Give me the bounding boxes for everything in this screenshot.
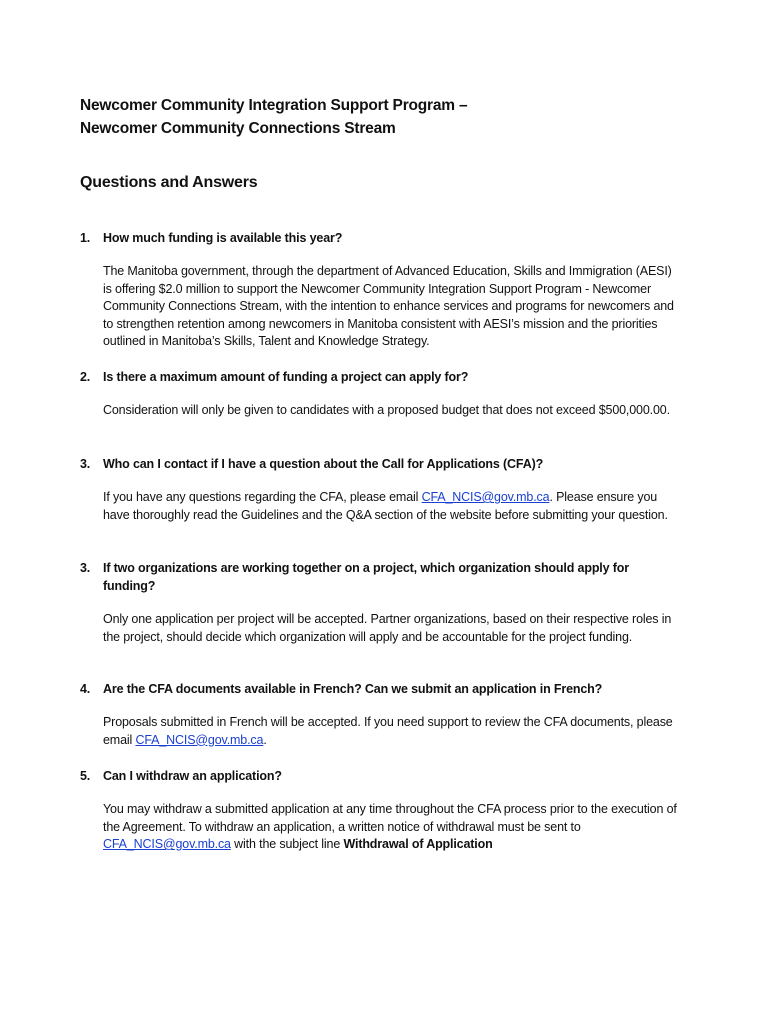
answer-text: with the subject line xyxy=(230,837,344,852)
question-number: 3. xyxy=(80,561,91,575)
answer-text: If you have any questions regarding the CFA, please email xyxy=(103,490,422,504)
answer-3 xyxy=(103,489,680,524)
question-number: 2. xyxy=(80,370,91,384)
question-number: 1. xyxy=(80,231,91,245)
subject-line-text: Withdrawal of Application xyxy=(343,837,493,852)
answer-text: Proposals submitted in French will be accepted. If you need support to review the CFA documents, please email xyxy=(103,715,673,747)
question-number: 5. xyxy=(80,769,91,783)
document-title-line-1: Newcomer Community Integration Support Program – xyxy=(80,97,468,114)
question-3 xyxy=(80,455,680,473)
email-link[interactable]: CFA_NCIS@gov.mb.ca xyxy=(421,490,550,504)
qa-item-2 xyxy=(80,368,680,420)
question-4 xyxy=(80,559,680,595)
answer-4: Only one application per project will be accepted. Partner organizations, based on their respective roles in the project, should decide which organization will apply and be accountable for the project funding. xyxy=(103,612,672,644)
answer-text: . xyxy=(263,732,267,747)
question-number: 3. xyxy=(80,457,91,471)
qa-item-5 xyxy=(80,680,680,749)
qa-item-6 xyxy=(80,767,680,854)
answer-1: The Manitoba government, through the department of Advanced Education, Skills and Immigration (AESI) is offering $2.0 million to support the Newcomer Community Integration Support Program - Newcomer Community Connections Stream, with the intention to enhance services and programs for newcomers and to strengthen retention among newcomers in Manitoba consistent with AESI’s mission and the priorities outlined in Manitoba’s Skills, Talent and Knowledge Strategy. xyxy=(103,264,674,349)
question-6 xyxy=(80,767,680,785)
question-text: Can I withdraw an application? xyxy=(103,769,282,783)
qa-item-4 xyxy=(80,559,680,646)
question-text: Is there a maximum amount of funding a project can apply for? xyxy=(103,370,469,384)
question-5 xyxy=(80,680,680,698)
document-title xyxy=(80,94,700,140)
question-1 xyxy=(80,229,680,247)
answer-text: You may withdraw a submitted application at any time throughout the CFA process prior to the execution of the Agreement. To withdraw an application, a written notice of withdrawal must be sent to xyxy=(103,802,677,834)
qa-item-1 xyxy=(80,229,680,351)
question-text: If two organizations are working together on a project, which organization should apply for funding? xyxy=(103,561,629,593)
answer-text: . Please ensure you have thoroughly read the Guidelines and the Q&A section of the website before submitting your question. xyxy=(103,490,668,522)
document-title-line-2: Newcomer Community Connections Stream xyxy=(80,120,396,137)
qa-item-3 xyxy=(80,455,680,524)
question-text: Who can I contact if I have a question about the Call for Applications (CFA)? xyxy=(103,457,544,471)
question-text: How much funding is available this year? xyxy=(103,231,343,245)
email-link[interactable]: CFA_NCIS@gov.mb.ca xyxy=(135,732,264,747)
question-2 xyxy=(80,368,680,386)
question-text: Are the CFA documents available in French? Can we submit an application in French? xyxy=(103,682,603,696)
section-heading: Questions and Answers xyxy=(80,174,258,191)
question-number: 4. xyxy=(80,682,91,696)
answer-2: Consideration will only be given to candidates with a proposed budget that does not exceed $500,000.00. xyxy=(103,403,670,417)
answer-6 xyxy=(103,801,680,854)
email-link[interactable]: CFA_NCIS@gov.mb.ca xyxy=(103,837,231,852)
answer-5 xyxy=(103,714,680,749)
